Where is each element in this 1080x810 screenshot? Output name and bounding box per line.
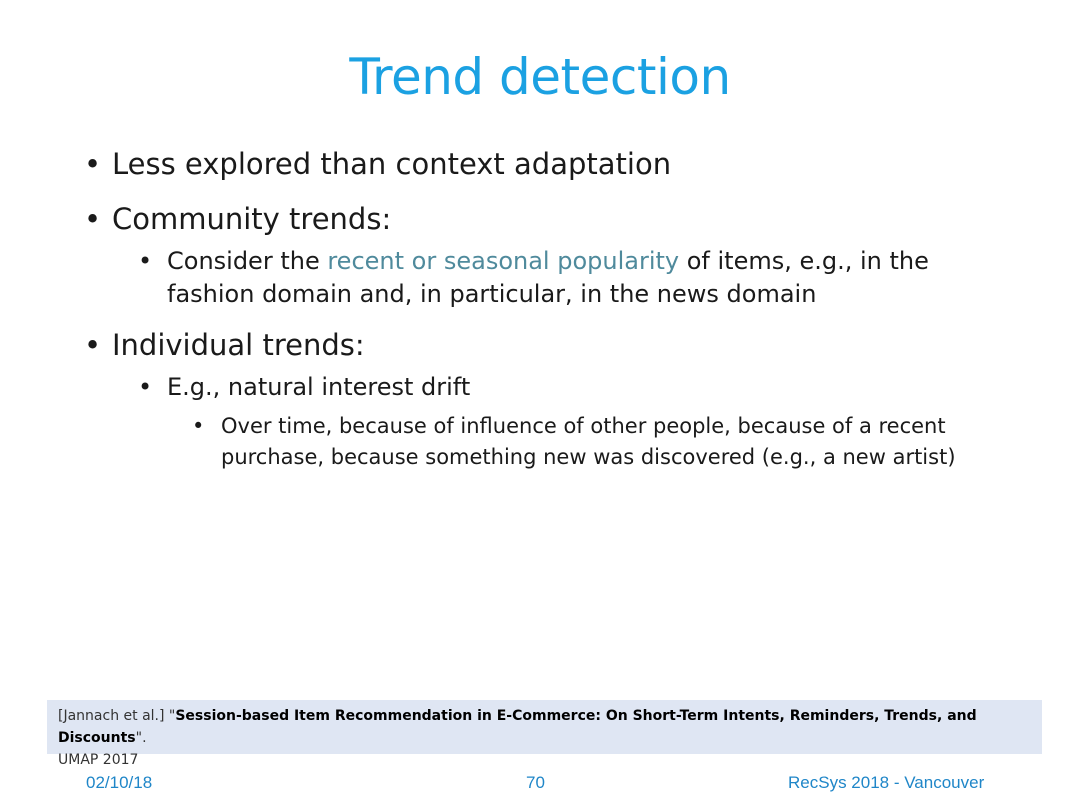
bullet-community-trends [84, 201, 391, 237]
bullet-less-explored [84, 146, 671, 182]
slide-title: Trend detection [349, 48, 731, 106]
bullet-text: Less explored than context adaptation [112, 147, 672, 181]
sub-bullet-interest-drift [138, 371, 947, 404]
bullet-dot: • [84, 202, 102, 236]
footer-date: 02/10/18 [86, 773, 153, 792]
bullet-text: Over time, because of influence of other people, because of a recent purchase, because something new was discovered (e.g., a new artist) [221, 414, 956, 469]
bullet-dot: • [84, 147, 102, 181]
bullet-dot: • [84, 328, 102, 362]
sub-sub-bullet-over-time [192, 411, 1011, 473]
text-pre: Consider the [167, 247, 328, 275]
reference-box [47, 700, 1042, 768]
bullet-dot: • [138, 247, 153, 275]
highlighted-phrase: recent or seasonal popularity [327, 247, 680, 275]
reference-venue: UMAP 2017 [58, 752, 139, 768]
reference-authors: [Jannach et al.] " [58, 708, 176, 724]
reference-paper-title: Session-based Item Recommendation in E-Commerce: On Short-Term Intents, Reminders, Trends, and Discounts [58, 708, 977, 746]
bullet-text: E.g., natural interest drift [167, 373, 471, 401]
reference-line [58, 705, 1032, 749]
bullet-text: Individual trends: [112, 328, 365, 362]
bullet-text [138, 245, 947, 311]
sub-bullet-seasonal-popularity [138, 245, 947, 311]
bullet-text: Community trends: [112, 202, 392, 236]
bullet-dot: • [192, 414, 205, 438]
text-post: of items, e.g., in the fashion domain and, in particular, in the news domain [167, 247, 929, 308]
reference-tail: ". [135, 730, 147, 746]
footer-event: RecSys 2018 - Vancouver [788, 773, 985, 792]
bullet-dot: • [138, 373, 153, 401]
bullet-individual-trends [84, 327, 365, 363]
footer-page-number: 70 [526, 773, 545, 792]
